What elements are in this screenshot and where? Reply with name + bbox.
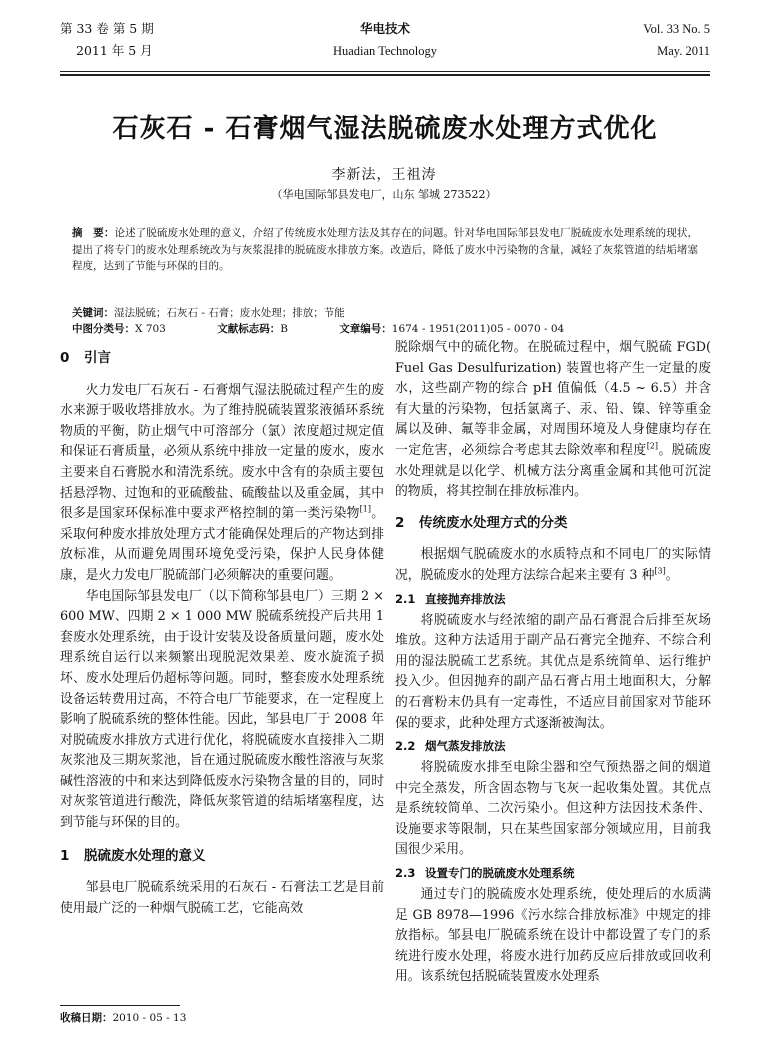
subsection-title: 烟气蒸发排放法 xyxy=(425,739,506,754)
paragraph xyxy=(395,338,711,503)
section-title: 传统废水处理方式的分类 xyxy=(419,514,568,531)
keywords-line xyxy=(72,305,698,321)
abstract xyxy=(72,225,698,275)
left-column xyxy=(60,338,384,919)
footnote-rule xyxy=(60,1005,180,1006)
classification-line xyxy=(72,321,698,337)
subsection-heading xyxy=(395,736,711,756)
article-number-label: 文章编号： xyxy=(339,323,392,335)
paragraph: 将脱硫废水与经浓缩的副产品石膏混合后排至灰场堆放。这种方法适用于副产品石膏完全抛弃、不综合利用的湿法脱硫工艺系统。其优点是系统简单、运行维护投入少。但因抛弃的副产品石膏占用土地面积大，分解的石膏粉末仍具有一定毒性，不适应目前国家对节能环保的要求，此种处理方式逐渐被淘汰。 xyxy=(395,612,711,731)
clc-value: X 703 xyxy=(135,323,166,335)
article-number-value: 1674 - 1951(2011)05 - 0070 - 04 xyxy=(391,323,565,335)
right-column xyxy=(395,338,711,988)
section-number: 0 xyxy=(60,350,70,366)
header-volume-issue: 第 33 卷 第 5 期 xyxy=(60,21,154,36)
paragraph-text: 火力发电厂石灰石 - 石膏烟气湿法脱硫过程产生的废水来源于吸收塔排放水。为了维持脱硫装置浆液循环系统物质的平衡，防止烟气中可溶部分（氯）浓度超过规定值和保证石膏质量，必须从系统中排放一定量的废水，废水主要来自石膏脱水和清洗系统。废水中含有的杂质主要包括悬浮物、过饱和的亚硫酸盐、硫酸盐以及重金属，其中很多是国家环保标准中要求严格控制的第一类污染物 xyxy=(60,382,384,522)
keywords-label: 关键词： xyxy=(72,307,114,319)
header-volume-en xyxy=(643,18,710,62)
subsection-title: 设置专门的脱硫废水处理系统 xyxy=(425,866,575,881)
received-date: 2010 - 05 - 13 xyxy=(112,1012,187,1024)
subsection-title: 直接抛弃排放法 xyxy=(425,591,506,606)
citation: [1] xyxy=(359,504,371,514)
paper-authors: 李新法，王祖涛 xyxy=(331,167,437,183)
paragraph: 华电国际邹县发电厂（以下简称邹县电厂）三期 2 × 600 MW、四期 2 × 1 000 MW 脱硫系统投产后共用 1 套废水处理系统，由于设计安装及设备质量问题，废水处理系统自运行以来频繁出现脱泥效果差、废水旋流子损坏、废水处理后仍超标等问题。同时，整套废水处理系统设备运转费用过高，不符合电厂节能要求，在一定程度上影响了脱硫系统的整体性能。因此，邹县电厂于 2008 年对脱硫废水排放方式进行优化，将脱硫废水直接排入二期灰浆池及三期灰浆池，旨在通过脱硫废水酸性溶液与灰浆碱性溶液的中和来达到降低废水污染物含量的目的，同时对灰浆管道进行酸洗，降低灰浆管道的结垢堵塞程度，达到节能与环保的目的。 xyxy=(60,588,384,831)
header-rule-thin xyxy=(60,71,710,72)
header-journal xyxy=(60,18,710,62)
keywords-text: 湿法脱硫；石灰石 - 石膏；废水处理；排放；节能 xyxy=(114,307,345,319)
article-meta xyxy=(72,305,698,337)
paragraph: 将脱硫废水排至电除尘器和空气预热器之间的烟道中完全蒸发，所含固态物与飞灰一起收集处置。其优点是系统较简单、二次污染小。但这种方法因技术条件、设施要求等限制，只在某些国家部分领域应用，目前我国很少采用。 xyxy=(395,760,711,858)
paragraph-text: 脱除烟气中的硫化物。在脱硫过程中，烟气脱硫 FGD( Fuel Gas Desulfurization) 装置也将产生一定量的废水，这些副产物的综合 pH 值偏低（4.5 ~ 6.5）并含有大量的污染物，包括氯离子、汞、铅、镍、锌等重金属以及砷、氟等非金属，对周围环境及人身健康均存在一定危害，必须综合考虑其去除效率和程度 xyxy=(395,340,711,458)
subsection-number: 2.1 xyxy=(395,591,416,606)
section-heading-traditional xyxy=(395,513,711,534)
paragraph-text: 。采取何种废水排放处理方式才能确保处理后的产物达到排放标准，从而避免周围环境免受污染，保护人民身体健康，是火力发电厂脱硫部门必须解决的重要问题。 xyxy=(60,506,385,583)
header-date-cn: 2011 年 5 月 xyxy=(76,43,153,58)
section-number: 2 xyxy=(395,514,405,531)
section-title: 脱硫废水处理的意义 xyxy=(84,847,206,864)
abstract-text: 论述了脱硫废水处理的意义，介绍了传统废水处理方法及其存在的问题。针对华电国际邹县发电厂脱硫废水处理系统的现状，提出了将专门的废水处理系统改为与灰浆混排的脱硫废水排放方案。改造后，降低了废水中污染物的含量，减轻了灰浆管道的结垢堵塞程度，达到了节能与环保的目的。 xyxy=(72,227,699,272)
received-label: 收稿日期： xyxy=(60,1012,113,1024)
doc-code-label: 文献标志码： xyxy=(217,323,281,335)
journal-name-cn: 华电技术 xyxy=(359,21,410,36)
subsection-number: 2.2 xyxy=(395,739,416,754)
section-heading-significance xyxy=(60,846,384,867)
paragraph: 邹县电厂脱硫系统采用的石灰石 - 石膏法工艺是目前使用最广泛的一种烟气脱硫工艺，它能高效 xyxy=(60,880,384,916)
paragraph: 通过专门的脱硫废水处理系统，使处理后的水质满足 GB 8978—1996《污水综合排放标准》中规定的排放指标。邹县电厂脱硫系统在设计中都设置了专门的系统进行废水处理，将废水进行加药反应后排放或回收利用。该系统包括脱硫装置废水处理系 xyxy=(395,887,711,985)
header-vol-no: Vol. 33 No. 5 xyxy=(643,22,710,36)
paper-title: 石灰石 - 石膏烟气湿法脱硫废水处理方式优化 xyxy=(112,114,658,144)
abstract-label: 摘 要： xyxy=(72,227,115,239)
subsection-heading xyxy=(395,863,711,883)
paragraph-text: 根据烟气脱硫废水的水质特点和不同电厂的实际情况，脱硫废水的处理方法综合起来主要有 3 种 xyxy=(395,547,711,583)
journal-name-en: Huadian Technology xyxy=(332,44,438,58)
paragraph xyxy=(395,545,711,586)
received-date-footnote xyxy=(60,1010,186,1025)
clc-label: 中图分类号： xyxy=(72,323,135,335)
header-rule-thick xyxy=(60,74,710,76)
paper-affiliation: （华电国际邹县发电厂，山东 邹城 273522） xyxy=(271,188,497,201)
paragraph xyxy=(60,381,384,587)
section-heading-intro xyxy=(60,348,384,369)
doc-code-value: B xyxy=(280,323,288,335)
section-number: 1 xyxy=(60,847,70,864)
paragraph-text: 。 xyxy=(665,567,679,583)
header-date-en: May. 2011 xyxy=(657,44,710,58)
citation: [2] xyxy=(646,441,659,451)
paragraph-text: 。脱硫废水处理就是以化学、机械方法分离重金属和其他可沉淀的物质，将其控制在排放标准内。 xyxy=(395,442,712,500)
subsection-heading xyxy=(395,589,711,609)
citation: [3] xyxy=(654,566,666,576)
subsection-number: 2.3 xyxy=(395,866,416,881)
section-title: 引言 xyxy=(84,350,111,366)
running-header xyxy=(60,18,710,66)
